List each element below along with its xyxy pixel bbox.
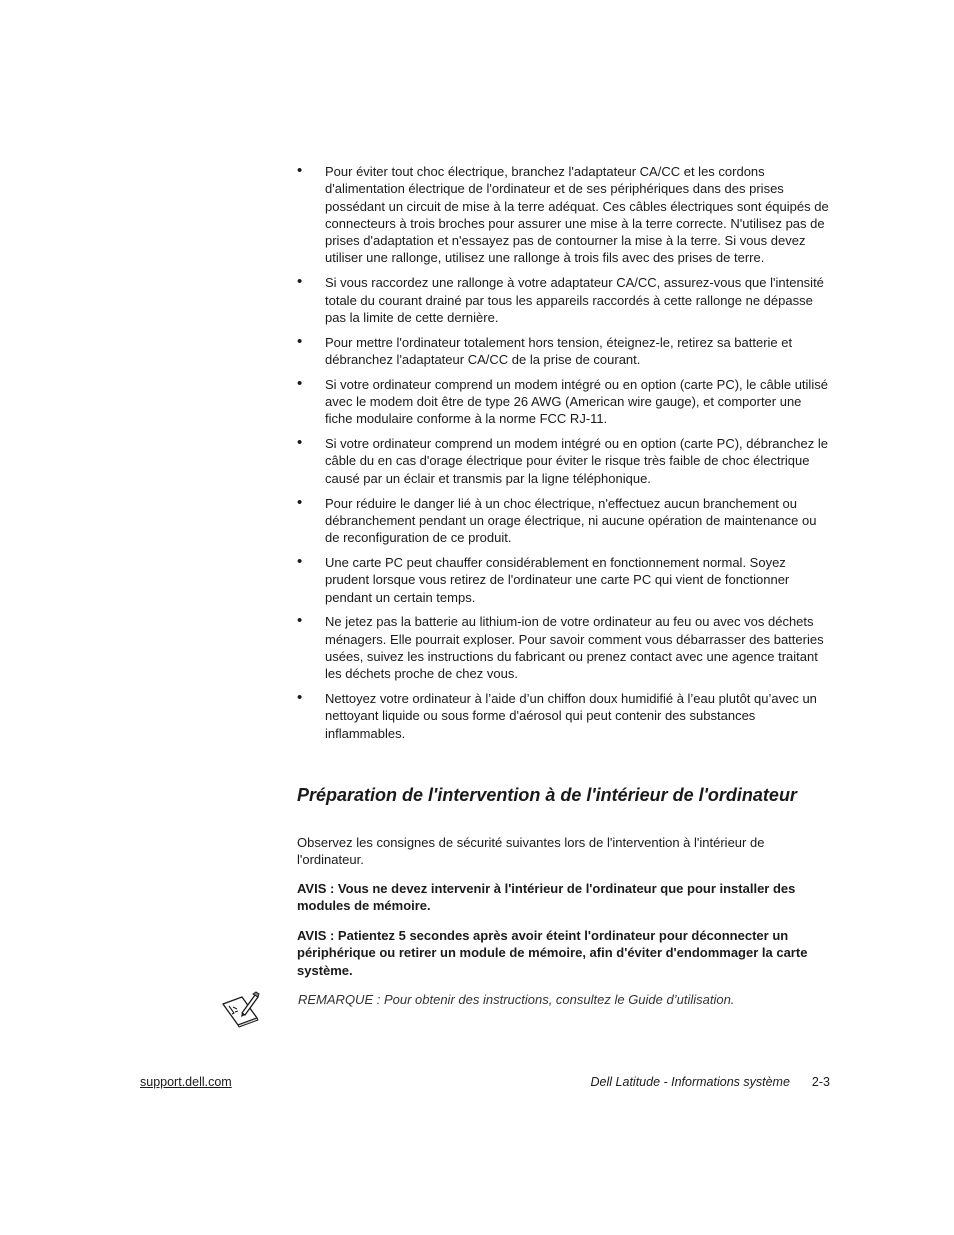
bullet-item — [297, 690, 832, 742]
bullet-dot: • — [297, 332, 303, 350]
bullet-dot: • — [297, 493, 303, 511]
section-intro: Observez les consignes de sécurité suivantes lors de l'intervention à l'intérieur de l'ordinateur. — [297, 835, 765, 868]
bullet-dot: • — [297, 612, 303, 630]
bullet-item — [297, 554, 832, 606]
bullet-dot: • — [297, 689, 303, 707]
bullet-text: Pour mettre l'ordinateur totalement hors tension, éteignez-le, retirez sa batterie et débranchez l'adaptateur CA/CC de la prise de courant. — [325, 334, 793, 367]
bullet-text: Si votre ordinateur comprend un modem intégré ou en option (carte PC), le câble utilisé avec le modem doit être de type 26 AWG (American wire gauge), et comporter une fiche modulaire conforme à la norme FCC RJ-11. — [325, 376, 828, 427]
safety-bullet-list — [297, 163, 832, 749]
bullet-text: Ne jetez pas la batterie au lithium-ion de votre ordinateur au feu ou avec vos déchets ménagers. Elle pourrait exploser. Pour savoir comment vous débarrasser des batteries usées, suivez les instructions du fabricant ou prenez contact avec une agence traitant les déchets proche de chez vous. — [325, 614, 824, 682]
footer-document-title: Dell Latitude - Informations système — [590, 1075, 790, 1089]
bullet-text: Pour éviter tout choc électrique, branchez l'adaptateur CA/CC et les cordons d'alimentation électrique de l'ordinateur et de ses périphériques dans des prises possédant un circuit de mise à la terre adéquat. Ces câbles électriques sont équipés de connecteurs à trois broches pour assurer une mise à la terre correcte. N'utilisez pas de prises d'adaptation et n'essayez pas de contourner la mise à la terre. Si vous devez utiliser une rallonge, utilisez une rallonge à trois fils avec des prises de terre. — [325, 164, 829, 266]
section-title: Préparation de l'intervention à de l'intérieur de l'ordinateur — [297, 785, 797, 805]
bullet-text: Une carte PC peut chauffer considérablement en fonctionnement normal. Soyez prudent lorsque vous retirez de l'ordinateur une carte PC qui vient de fonctionner pendant un certain temps. — [325, 554, 790, 605]
bullet-item — [297, 334, 832, 369]
bullet-text: Pour réduire le danger lié à un choc électrique, n'effectuez aucun branchement ou débranchement pendant un orage électrique, ni aucune opération de maintenance ou de reconfiguration de ce produit. — [325, 495, 817, 546]
bullet-dot: • — [297, 273, 303, 291]
notice-memory-only: AVIS : Vous ne devez intervenir à l'intérieur de l'ordinateur que pour installer des modules de mémoire. — [297, 881, 796, 914]
bullet-text: Si vous raccordez une rallonge à votre adaptateur CA/CC, assurez-vous que l'intensité totale du courant drainé par tous les appareils raccordés à cette rallonge ne dépasse pas la limite de cette dernière. — [325, 275, 824, 325]
bullet-item — [297, 435, 832, 487]
bullet-item — [297, 274, 832, 326]
bullet-dot: • — [297, 552, 303, 570]
bullet-item — [297, 163, 832, 267]
bullet-text: Si votre ordinateur comprend un modem intégré ou en option (carte PC), débranchez le câble du en cas d'orage électrique pour éviter le risque très faible de choc électrique causé par un éclair et transmis par la ligne téléphonique. — [325, 436, 828, 486]
notice-wait-5-seconds: AVIS : Patientez 5 secondes après avoir éteint l'ordinateur pour déconnecter un périphérique ou retirer un module de mémoire, afin d'éviter d'endommager la carte système. — [297, 928, 808, 978]
bullet-dot: • — [297, 374, 303, 392]
bullet-text: Nettoyez votre ordinateur à l’aide d’un chiffon doux humidifié à l’eau plutôt qu’avec un nettoyant liquide ou sous forme d'aérosol qui peut contenir des substances inflammables. — [325, 691, 817, 741]
bullet-item — [297, 376, 832, 428]
bullet-item — [297, 613, 832, 682]
footer-support-link[interactable]: support.dell.com — [140, 1075, 232, 1089]
bullet-dot: • — [297, 162, 303, 179]
footer-title — [591, 1074, 830, 1090]
bullet-item — [297, 495, 832, 547]
page-number: 2-3 — [811, 1075, 830, 1089]
note-text: REMARQUE : Pour obtenir des instructions, consultez le Guide d’utilisation. — [298, 992, 735, 1007]
note-pencil-icon — [220, 991, 262, 1031]
bullet-dot: • — [297, 434, 303, 452]
